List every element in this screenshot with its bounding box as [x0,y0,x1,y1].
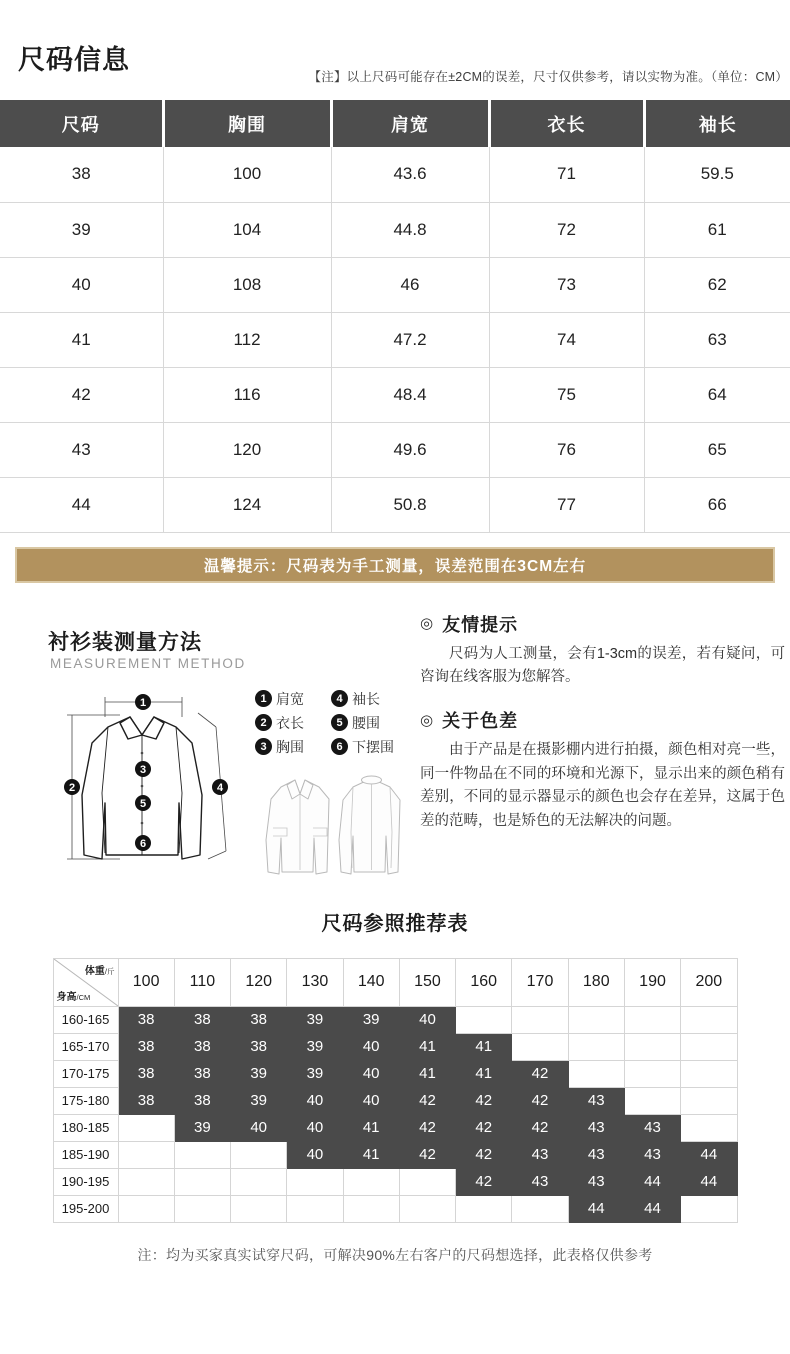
size-table-cell: 64 [644,367,790,422]
reference-size-cell: 40 [287,1114,343,1141]
size-table-cell: 75 [489,367,644,422]
legend-label: 肩宽 [276,690,304,707]
size-table-cell: 120 [163,422,331,477]
reference-size-cell: 38 [174,1087,230,1114]
reference-size-cell: 43 [568,1087,624,1114]
size-table-cell: 100 [163,147,331,202]
size-table-cell: 104 [163,202,331,257]
reference-empty-cell [287,1195,343,1222]
table-row [0,422,790,477]
reference-size-cell: 42 [399,1114,455,1141]
size-table-cell: 76 [489,422,644,477]
legend-item [255,737,331,757]
reference-size-cell: 44 [624,1195,680,1222]
reference-height-label: 180-185 [53,1114,118,1141]
reference-height-label: 195-200 [53,1195,118,1222]
reference-empty-cell [568,1060,624,1087]
reference-size-cell: 38 [118,1060,174,1087]
reference-row [53,1114,737,1141]
reference-size-cell: 39 [287,1006,343,1033]
reference-empty-cell [174,1195,230,1222]
size-table-col-header: 衣长 [489,100,644,147]
reference-weight-header: 160 [456,958,512,1006]
legend-row [255,737,410,757]
legend-label: 下摆围 [352,738,394,755]
size-table-cell: 72 [489,202,644,257]
reference-size-cell: 42 [456,1114,512,1141]
reference-empty-cell [287,1168,343,1195]
reference-size-cell: 39 [231,1087,287,1114]
corner-weight-label: 体重/斤 [84,965,115,977]
reference-empty-cell [118,1141,174,1168]
legend-row [255,713,410,733]
blazer-front-icon [266,780,329,874]
size-table-cell: 42 [0,367,163,422]
size-table-cell: 46 [331,257,489,312]
svg-text:2: 2 [68,781,76,794]
tip-body: 由于产品是在摄影棚内进行拍摄，颜色相对亮一些，同一件物品在不同的环境和光源下，显示出来的颜色稍有差别，不同的显示器显示的颜色也会存在差异，这属于色差的范畴，也是矫色的无法解决的问题。 [420,742,785,829]
reference-chart-title: 尺码参照推荐表 [321,912,469,935]
reference-empty-cell [681,1006,737,1033]
reference-size-cell: 41 [343,1141,399,1168]
reference-size-cell: 42 [456,1087,512,1114]
size-table-cell: 77 [489,477,644,532]
reference-size-cell: 42 [512,1060,568,1087]
reference-size-cell: 42 [399,1141,455,1168]
reference-row [53,1168,737,1195]
legend-number-icon: 3 [255,738,272,755]
reference-empty-cell [118,1114,174,1141]
garment-illustrations [255,766,415,886]
reference-size-cell: 43 [568,1114,624,1141]
legend-item [255,713,331,733]
reference-empty-cell [681,1033,737,1060]
reference-empty-cell [624,1033,680,1060]
size-table-col-header: 胸围 [163,100,331,147]
reference-weight-header: 190 [624,958,680,1006]
reference-height-label: 165-170 [53,1033,118,1060]
tips-block [420,611,785,852]
reference-size-cell: 44 [681,1141,737,1168]
reference-size-cell: 43 [512,1141,568,1168]
reference-weight-header: 180 [568,958,624,1006]
size-table-cell: 41 [0,312,163,367]
reference-empty-cell [568,1006,624,1033]
reference-height-label: 190-195 [53,1168,118,1195]
reference-weight-header: 170 [512,958,568,1006]
tip-marker-icon: ◎ [420,615,434,632]
size-table-cell: 66 [644,477,790,532]
size-table-cell: 108 [163,257,331,312]
size-table-cell: 40 [0,257,163,312]
reference-chart-table [53,958,738,1223]
warm-tip-text: 温馨提示：尺码表为手工测量，误差范围在3CM左右 [203,557,587,575]
size-table-cell: 63 [644,312,790,367]
size-table-cell: 62 [644,257,790,312]
reference-height-label: 160-165 [53,1006,118,1033]
svg-text:4: 4 [216,781,224,794]
legend-label: 腰围 [352,714,380,731]
reference-row [53,1033,737,1060]
reference-chart-wrap [53,958,738,1223]
reference-size-cell: 42 [512,1087,568,1114]
legend-label: 袖长 [352,690,380,707]
size-table-cell: 116 [163,367,331,422]
reference-empty-cell [118,1168,174,1195]
reference-height-label: 170-175 [53,1060,118,1087]
reference-height-label: 185-190 [53,1141,118,1168]
svg-text:6: 6 [139,837,147,850]
measurement-title: 衬衫装测量方法 [48,630,202,654]
measurement-legend [255,689,410,761]
reference-empty-cell [681,1087,737,1114]
reference-row [53,1087,737,1114]
table-row [0,367,790,422]
reference-empty-cell [624,1006,680,1033]
legend-item [331,737,407,757]
reference-empty-cell [624,1060,680,1087]
reference-size-cell: 44 [568,1195,624,1222]
tip-marker-icon: ◎ [420,711,434,729]
size-table-cell: 112 [163,312,331,367]
svg-text:1: 1 [139,696,147,709]
reference-empty-cell [456,1195,512,1222]
size-table-cell: 38 [0,147,163,202]
reference-size-cell: 42 [399,1087,455,1114]
legend-number-icon: 2 [255,714,272,731]
tip-friendly-reminder [420,611,785,690]
reference-size-cell: 41 [343,1114,399,1141]
size-table-cell: 44 [0,477,163,532]
reference-empty-cell [681,1195,737,1222]
reference-size-cell: 38 [231,1006,287,1033]
measurement-method-block [0,611,415,891]
reference-size-cell: 42 [456,1168,512,1195]
reference-row [53,1060,737,1087]
reference-size-cell: 41 [399,1033,455,1060]
reference-size-cell: 39 [174,1114,230,1141]
reference-empty-cell [681,1114,737,1141]
legend-number-icon: 5 [331,714,348,731]
reference-size-cell: 41 [456,1033,512,1060]
size-table-cell: 50.8 [331,477,489,532]
size-table [0,100,790,533]
reference-size-cell: 40 [231,1114,287,1141]
reference-empty-cell [624,1087,680,1114]
corner-height-label: 身高/CM [56,991,91,1003]
reference-row [53,1195,737,1222]
reference-empty-cell [343,1168,399,1195]
size-table-cell: 74 [489,312,644,367]
reference-size-cell: 43 [512,1168,568,1195]
reference-chart-footer: 注：均为买家真实试穿尺码，可解决90%左右客户的尺码想选择，此表格仅供参考 [137,1246,653,1263]
table-row [0,147,790,202]
reference-size-cell: 43 [568,1168,624,1195]
tip-title: 友情提示 [442,614,519,635]
size-table-col-header: 肩宽 [331,100,489,147]
table-row [0,257,790,312]
reference-size-cell: 44 [624,1168,680,1195]
reference-size-cell: 38 [174,1060,230,1087]
size-table-cell: 47.2 [331,312,489,367]
page-header [0,0,790,100]
reference-size-cell: 44 [681,1168,737,1195]
size-table-cell: 59.5 [644,147,790,202]
legend-item [255,689,331,709]
tip-body: 尺码为人工测量，会有1-3cm的误差，若有疑问，可咨询在线客服为您解答。 [420,645,785,685]
reference-empty-cell [399,1168,455,1195]
reference-weight-header: 200 [681,958,737,1006]
reference-empty-cell [174,1141,230,1168]
size-table-cell: 61 [644,202,790,257]
reference-weight-header: 150 [399,958,455,1006]
reference-empty-cell [231,1168,287,1195]
size-table-cell: 71 [489,147,644,202]
reference-row [53,1006,737,1033]
reference-weight-header: 120 [231,958,287,1006]
reference-weight-header: 110 [174,958,230,1006]
legend-label: 衣长 [276,714,304,731]
reference-size-cell: 39 [231,1060,287,1087]
size-table-cell: 49.6 [331,422,489,477]
reference-weight-header: 130 [287,958,343,1006]
reference-empty-cell [343,1195,399,1222]
reference-size-cell: 41 [456,1060,512,1087]
reference-size-cell: 39 [343,1006,399,1033]
reference-empty-cell [231,1195,287,1222]
table-row [0,202,790,257]
reference-size-cell: 39 [287,1060,343,1087]
legend-item [331,689,407,709]
reference-size-cell: 42 [512,1114,568,1141]
reference-size-cell: 40 [343,1087,399,1114]
reference-size-cell: 38 [118,1087,174,1114]
reference-empty-cell [512,1033,568,1060]
reference-size-cell: 38 [118,1006,174,1033]
legend-label: 胸围 [276,738,304,755]
size-table-cell: 43.6 [331,147,489,202]
reference-corner-cell [53,958,118,1006]
reference-size-cell: 38 [174,1033,230,1060]
legend-item [331,713,407,733]
size-table-header-row [0,100,790,147]
reference-weight-header: 140 [343,958,399,1006]
measurement-section [0,611,790,891]
table-row [0,312,790,367]
reference-height-label: 175-180 [53,1087,118,1114]
reference-empty-cell [231,1141,287,1168]
size-table-cell: 39 [0,202,163,257]
reference-size-cell: 40 [287,1087,343,1114]
size-table-cell: 43 [0,422,163,477]
reference-size-cell: 38 [174,1006,230,1033]
size-table-cell: 124 [163,477,331,532]
reference-empty-cell [681,1060,737,1087]
reference-size-cell: 38 [231,1033,287,1060]
reference-size-cell: 40 [343,1060,399,1087]
tip-color-difference [420,707,785,833]
shirt-measurement-diagram [30,683,270,883]
size-table-cell: 48.4 [331,367,489,422]
reference-size-cell: 41 [399,1060,455,1087]
legend-number-icon: 4 [331,690,348,707]
tip-title: 关于色差 [442,711,519,732]
reference-empty-cell [399,1195,455,1222]
legend-row [255,689,410,709]
size-table-cell: 65 [644,422,790,477]
warm-tip-banner [15,547,775,583]
reference-size-cell: 40 [399,1006,455,1033]
legend-number-icon: 1 [255,690,272,707]
size-table-cell: 44.8 [331,202,489,257]
size-table-cell: 73 [489,257,644,312]
header-note: 【注】以上尺码可能存在±2CM的误差，尺寸仅供参考，请以实物为准。（单位：CM） [308,70,788,84]
reference-empty-cell [568,1033,624,1060]
table-row [0,477,790,532]
reference-empty-cell [118,1195,174,1222]
reference-size-cell: 43 [624,1114,680,1141]
reference-size-cell: 43 [568,1141,624,1168]
size-table-col-header: 尺码 [0,100,163,147]
reference-size-cell: 38 [118,1033,174,1060]
reference-size-cell: 39 [287,1033,343,1060]
svg-text:3: 3 [139,763,147,776]
svg-text:5: 5 [139,797,147,810]
size-table-col-header: 袖长 [644,100,790,147]
reference-empty-cell [512,1195,568,1222]
measurement-subtitle: MEASUREMENT METHOD [50,655,246,671]
reference-size-cell: 43 [624,1141,680,1168]
reference-weight-header: 100 [118,958,174,1006]
reference-size-cell: 40 [287,1141,343,1168]
reference-empty-cell [174,1168,230,1195]
page-title: 尺码信息 [18,45,130,75]
reference-header-row [53,958,737,1006]
reference-row [53,1141,737,1168]
reference-empty-cell [512,1006,568,1033]
reference-size-cell: 42 [456,1141,512,1168]
reference-empty-cell [456,1006,512,1033]
legend-number-icon: 6 [331,738,348,755]
reference-size-cell: 40 [343,1033,399,1060]
